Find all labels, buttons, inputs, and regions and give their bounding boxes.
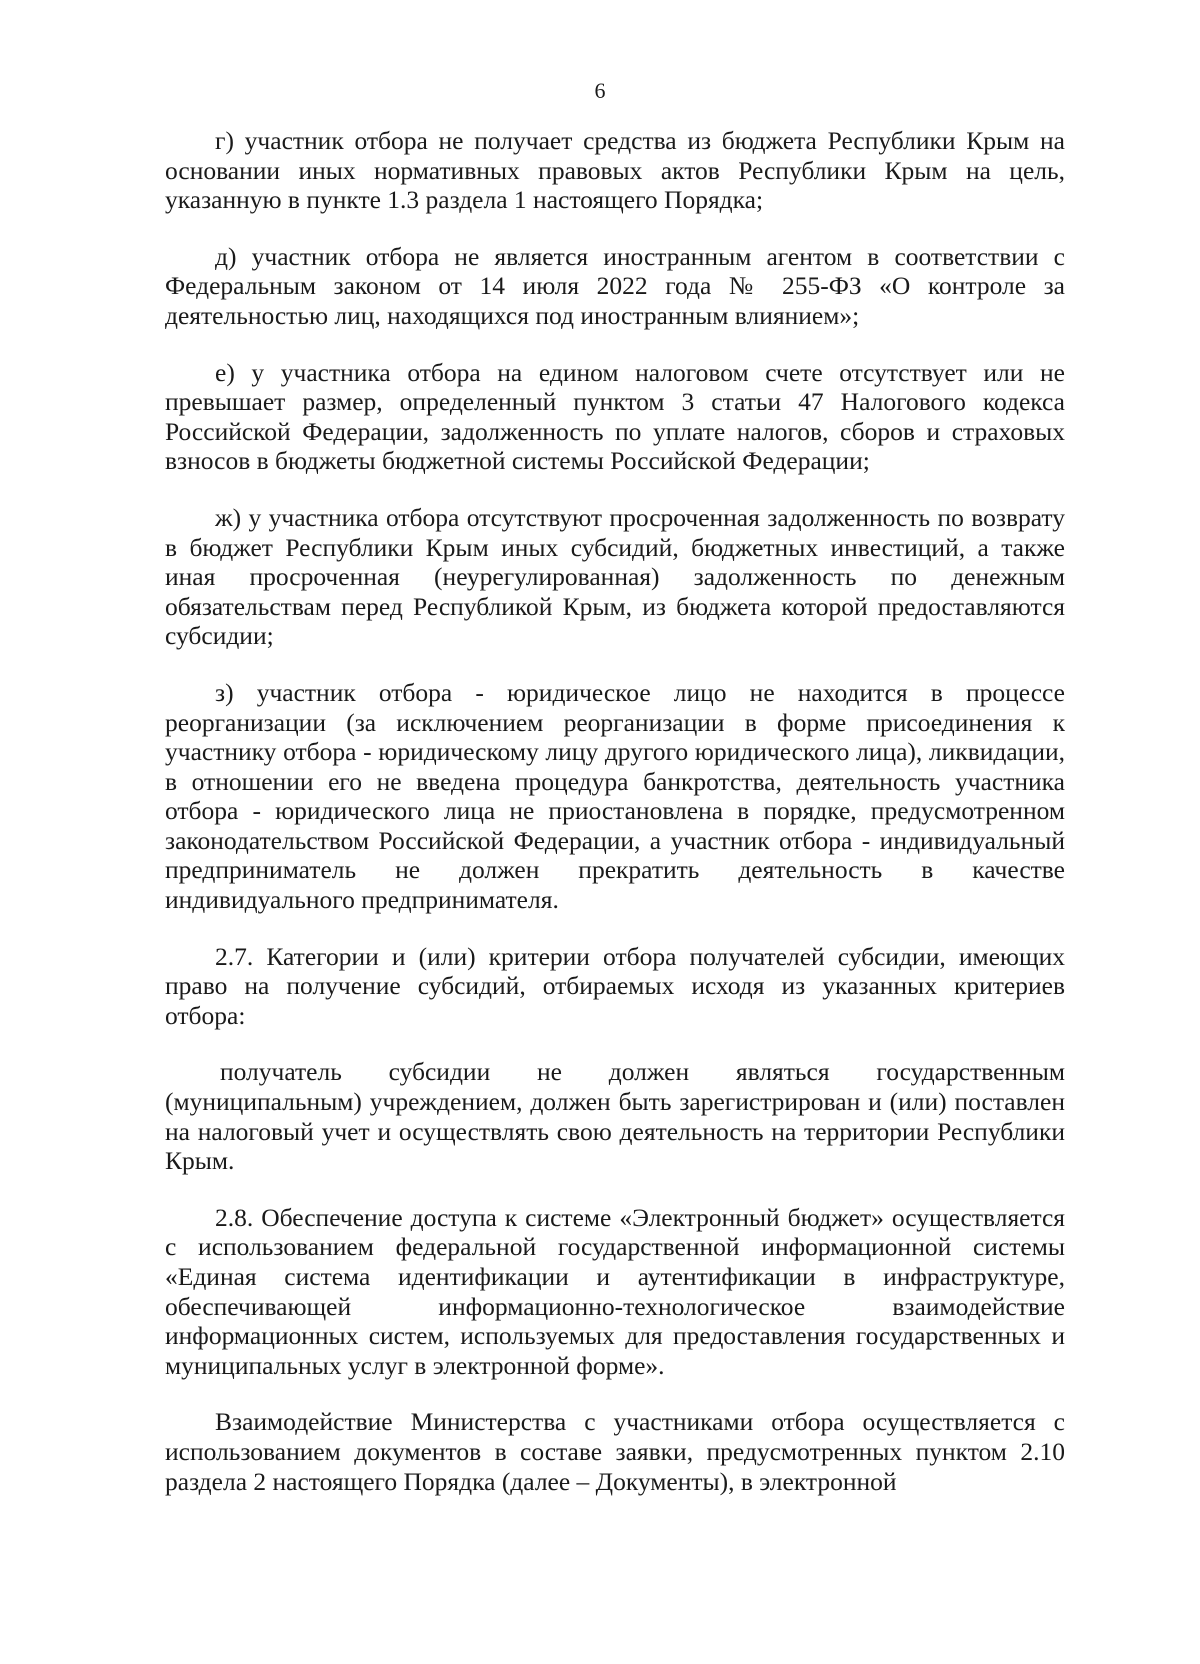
page-number: 6 (594, 78, 606, 103)
paragraph-zh: ж) у участника отбора отсутствуют просроченная задолженность по возврату в бюджет Республики Крым иных субсидий, бюджетных инвестиций, а также иная просроченная (неурегулированная) задолженность по денежным обязательствам перед Республикой Крым, из бюджета которой предоставляются субсидии; (165, 502, 1065, 651)
paragraph-d: д) участник отбора не является иностранным агентом в соответствии с Федеральным законом от 14 июля 2022 года № 255-ФЗ «О контроле за деятельностью лиц, находящихся под иностранным влиянием»; (165, 241, 1065, 330)
document-body (165, 126, 1065, 1496)
paragraph-2-8: 2.8. Обеспечение доступа к системе «Электронный бюджет» осуществляется с использованием федеральной государственной информационной системы «Единая система идентификации и аутентификации в инфраструктуре, обеспечивающей информационно-технологическое взаимодействие информационных систем, используемых для предоставления государственных и муниципальных услуг в электронной форме». (165, 1202, 1065, 1380)
paragraph-interaction: Взаимодействие Министерства с участниками отбора осуществляется с использованием документов в составе заявки, предусмотренных пунктом 2.10 раздела 2 настоящего Порядка (далее – Документы), в электронной (165, 1407, 1065, 1496)
paragraph-g: г) участник отбора не получает средства из бюджета Республики Крым на основании иных нормативных правовых актов Республики Крым на цель, указанную в пункте 1.3 раздела 1 настоящего Порядка; (165, 126, 1065, 215)
paragraph-recipient-criteria: получатель субсидии не должен являться государственным (муниципальным) учреждением, должен быть зарегистрирован и (или) поставлен на налоговый учет и осуществлять свою деятельность на территории Республики Крым. (165, 1057, 1065, 1176)
paragraph-z: з) участник отбора - юридическое лицо не находится в процессе реорганизации (за исключением реорганизации в форме присоединения к участнику отбора - юридическому лицу другого юридического лица), ликвидации, в отношении его не введена процедура банкротства, деятельность участника отбора - юридического лица не приостановлена в порядке, предусмотренном законодательством Российской Федерации, а участник отбора - индивидуальный предприниматель не должен прекратить деятельность в качестве индивидуального предпринимателя. (165, 677, 1065, 915)
paragraph-2-7: 2.7. Категории и (или) критерии отбора получателей субсидии, имеющих право на получение субсидий, отбираемых исходя из указанных критериев отбора: (165, 941, 1065, 1030)
paragraph-e: е) у участника отбора на едином налоговом счете отсутствует или не превышает размер, определенный пунктом 3 статьи 47 Налогового кодекса Российской Федерации, задолженность по уплате налогов, сборов и страховых взносов в бюджеты бюджетной системы Российской Федерации; (165, 357, 1065, 476)
